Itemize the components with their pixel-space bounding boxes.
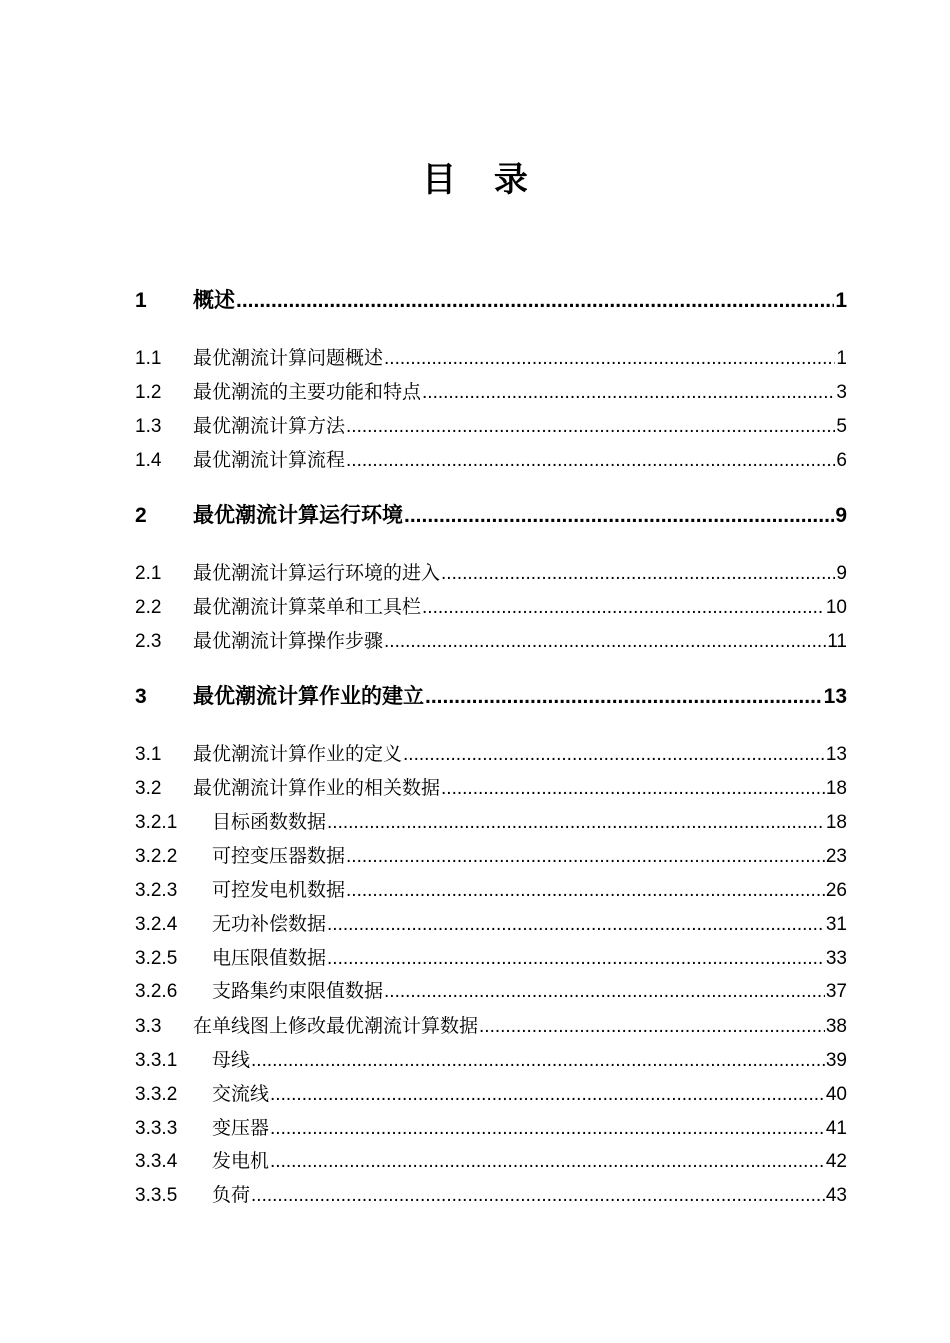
toc-entry-page: 10: [825, 597, 847, 618]
toc-entry-page: 37: [825, 981, 847, 1002]
toc-entry-page: 42: [825, 1151, 847, 1172]
toc-entry-page: 33: [825, 948, 847, 969]
toc-entry-title: 概述: [193, 288, 235, 312]
toc-entry-1-1[interactable]: [135, 343, 847, 370]
toc-entry-number: 3.3.3: [135, 1118, 178, 1139]
toc-entry-number: 3.3.4: [135, 1151, 178, 1172]
toc-entry-number: 2: [135, 504, 147, 527]
toc-entry-number: 3.2.3: [135, 880, 178, 901]
toc-entry-number: 3: [135, 685, 147, 708]
toc-entry-number: 3.2: [135, 778, 162, 799]
toc-entry-number: 3.2.6: [135, 981, 178, 1002]
toc-dot-leader: [270, 1118, 825, 1140]
toc-entry-title: 可控变压器数据: [212, 845, 346, 867]
toc-entry-page: 18: [825, 778, 847, 799]
toc-dot-leader: [403, 744, 825, 766]
toc-entry-2-1[interactable]: [135, 558, 847, 585]
toc-dot-leader: [270, 1084, 825, 1106]
toc-entry-1-2[interactable]: [135, 377, 847, 404]
toc-entry-number: 3.3.5: [135, 1185, 178, 1206]
toc-entry-number: 3.1: [135, 744, 162, 765]
toc-dot-leader: [384, 981, 825, 1003]
toc-dot-leader: [327, 948, 825, 970]
toc-dot-leader: [441, 563, 835, 585]
toc-entry-title: 最优潮流计算流程: [193, 449, 346, 471]
toc-entry-title: 最优潮流计算方法: [193, 415, 346, 437]
toc-entry-page: 41: [825, 1118, 847, 1139]
toc-entry-title: 可控发电机数据: [212, 879, 346, 901]
toc-entry-3-3-2[interactable]: [135, 1079, 847, 1106]
toc-entry-3-2-3[interactable]: [135, 875, 847, 902]
toc-entry-3-2-1[interactable]: [135, 807, 847, 834]
toc-entry-number: 3.3: [135, 1016, 162, 1037]
toc-entry-page: 3: [836, 382, 847, 403]
toc-entry-page: 1: [836, 348, 847, 369]
toc-entry-title: 负荷: [212, 1184, 251, 1206]
toc-entry-title: 最优潮流计算运行环境: [193, 503, 403, 527]
toc-entry-title: 目标函数数据: [212, 811, 327, 833]
toc-entry-title: 交流线: [212, 1083, 270, 1105]
toc-entry-page: 9: [836, 563, 847, 584]
toc-entry-page: 9: [835, 504, 847, 527]
toc-entry-title: 电压限值数据: [212, 947, 327, 969]
toc-entry-title: 发电机: [212, 1150, 270, 1172]
toc-entry-title: 最优潮流计算运行环境的进入: [193, 562, 441, 584]
toc-entry-title: 支路集约束限值数据: [212, 980, 384, 1002]
toc-entry-page: 43: [825, 1185, 847, 1206]
toc-entry-3-2-6[interactable]: [135, 976, 847, 1003]
toc-entry-3-2-5[interactable]: [135, 943, 847, 970]
toc-entry-page: 13: [823, 685, 847, 708]
toc-entry-page: 38: [825, 1016, 847, 1037]
toc-entry-number: 1: [135, 289, 147, 312]
toc-entry-number: 3.2.4: [135, 914, 178, 935]
toc-dot-leader: [236, 289, 834, 313]
toc-entry-2-2[interactable]: [135, 592, 847, 619]
toc-entry-3-2-4[interactable]: [135, 909, 847, 936]
toc-entry-page: 6: [836, 450, 847, 471]
toc-dot-leader: [270, 1151, 825, 1173]
toc-entry-3-3-3[interactable]: [135, 1113, 847, 1140]
toc-entry-1-3[interactable]: [135, 411, 847, 438]
toc-entry-3[interactable]: [135, 680, 847, 710]
toc-entry-number: 1.4: [135, 450, 162, 471]
toc-dot-leader: [346, 450, 835, 472]
toc-dot-leader: [441, 778, 825, 800]
toc-entry-number: 2.1: [135, 563, 162, 584]
toc-entry-page: 5: [836, 416, 847, 437]
toc-entry-title: 最优潮流计算问题概述: [193, 347, 384, 369]
toc-entry-page: 26: [825, 880, 847, 901]
toc-dot-leader: [422, 597, 825, 619]
toc-dot-leader: [327, 812, 825, 834]
toc-entry-page: 18: [825, 812, 847, 833]
toc-entry-title: 在单线图上修改最优潮流计算数据: [193, 1015, 479, 1037]
page-title: 目 录: [422, 160, 528, 200]
toc-dot-leader: [251, 1050, 825, 1072]
toc-entry-page: 11: [827, 631, 847, 652]
toc-entry-number: 3.2.1: [135, 812, 178, 833]
toc-entry-3-3-5[interactable]: [135, 1180, 847, 1207]
toc-entry-number: 3.2.2: [135, 846, 178, 867]
toc-entry-number: 3.2.5: [135, 948, 178, 969]
toc-dot-leader: [384, 631, 826, 653]
toc-dot-leader: [479, 1016, 825, 1038]
toc-entry-3-1[interactable]: [135, 739, 847, 766]
toc-entry-number: 2.3: [135, 631, 162, 652]
toc-dot-leader: [346, 846, 825, 868]
toc-entry-title: 最优潮流计算菜单和工具栏: [193, 596, 422, 618]
toc-entry-number: 1.3: [135, 416, 162, 437]
toc-entry-page: 31: [825, 914, 847, 935]
toc-entry-1-4[interactable]: [135, 445, 847, 472]
toc-entry-number: 2.2: [135, 597, 162, 618]
toc-entry-title: 最优潮流计算作业的相关数据: [193, 777, 441, 799]
toc-entry-2-3[interactable]: [135, 626, 847, 653]
toc-entry-title: 无功补偿数据: [212, 913, 327, 935]
toc-dot-leader: [384, 348, 835, 370]
toc-entry-1[interactable]: [135, 284, 847, 314]
toc-entry-3-3[interactable]: [135, 1011, 847, 1038]
toc-entry-title: 最优潮流计算作业的定义: [193, 743, 403, 765]
toc-dot-leader: [346, 880, 825, 902]
toc-entry-page: 39: [825, 1050, 847, 1071]
toc-entry-title: 最优潮流计算作业的建立: [193, 684, 424, 708]
toc-entry-3-3-4[interactable]: [135, 1146, 847, 1173]
toc-entry-page: 13: [825, 744, 847, 765]
toc-dot-leader: [425, 685, 823, 709]
toc-entry-title: 最优潮流计算操作步骤: [193, 630, 384, 652]
toc-entry-page: 23: [825, 846, 847, 867]
toc-entry-page: 1: [835, 289, 847, 312]
toc-entry-number: 3.3.1: [135, 1050, 178, 1071]
toc-entry-3-2[interactable]: [135, 773, 847, 800]
toc-entry-3-3-1[interactable]: [135, 1045, 847, 1072]
toc-dot-leader: [327, 914, 825, 936]
toc-dot-leader: [422, 382, 835, 404]
toc-entry-number: 3.3.2: [135, 1084, 178, 1105]
toc-entry-title: 最优潮流的主要功能和特点: [193, 381, 422, 403]
toc-entry-title: 变压器: [212, 1117, 270, 1139]
toc-entry-2[interactable]: [135, 499, 847, 529]
toc-entry-number: 1.1: [135, 348, 162, 369]
toc-dot-leader: [346, 416, 835, 438]
toc-dot-leader: [404, 504, 834, 528]
toc-entry-title: 母线: [212, 1049, 251, 1071]
toc-entry-3-2-2[interactable]: [135, 841, 847, 868]
toc-entry-page: 40: [825, 1084, 847, 1105]
toc-entry-number: 1.2: [135, 382, 162, 403]
toc-dot-leader: [251, 1185, 825, 1207]
